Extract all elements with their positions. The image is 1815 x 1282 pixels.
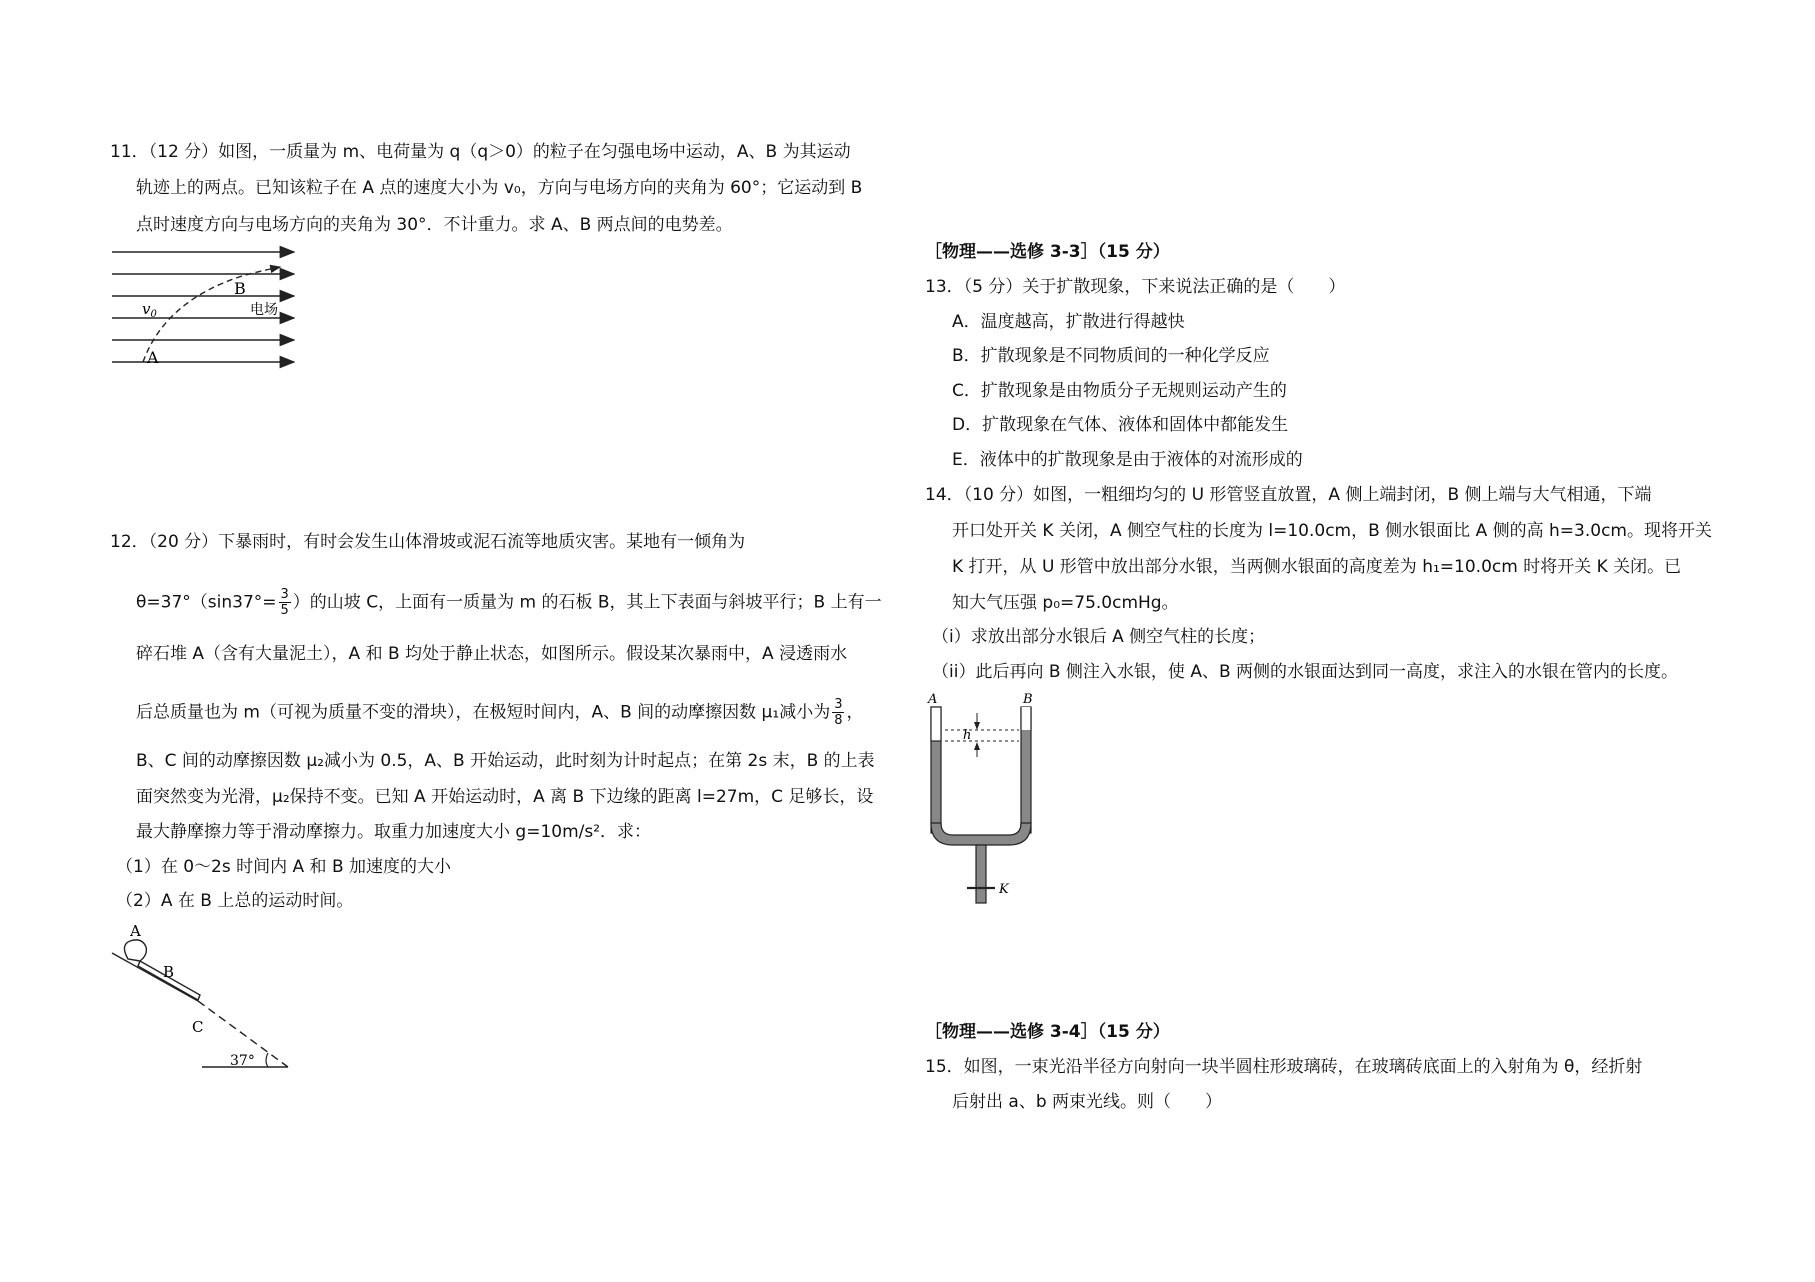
tube-bottom-bend bbox=[931, 823, 1031, 845]
q11-line-1: 11．（12 分）如图，一质量为 m、电荷量为 q（q＞0）的粒子在匀强电场中运动，A、B 为其运动 bbox=[110, 142, 851, 162]
q12-line-5: B、C 间的动摩擦因数 μ₂减小为 0.5，A、B 开始运动，此时刻为计时起点；在第 2s 末，B 的上表 bbox=[136, 751, 875, 771]
q15-line-1: 15．如图，一束光沿半径方向射向一块半圆柱形玻璃砖，在玻璃砖底面上的入射角为 θ，经折射 bbox=[925, 1057, 1643, 1077]
tube-a-air-column bbox=[931, 707, 941, 741]
fraction-3-8: $\frac{3}{8}$ bbox=[834, 697, 843, 728]
label-a: A bbox=[130, 922, 141, 940]
q12-line-7: 最大静摩擦力等于滑动摩擦力。取重力加速度大小 g=10m/s²．求： bbox=[136, 822, 652, 842]
q12-line-2 bbox=[136, 587, 882, 618]
q14-u-tube-figure bbox=[925, 693, 1035, 903]
q11-line-3: 点时速度方向与电场方向的夹角为 30°．不计重力。求 A、B 两点间的电势差。 bbox=[136, 215, 733, 235]
q13-stem: 13．（5 分）关于扩散现象，下来说法正确的是（ ） bbox=[925, 277, 1346, 297]
label-c: C bbox=[192, 1018, 204, 1036]
tube-b-open bbox=[1021, 707, 1031, 730]
q12-sub-1: （1）在 0～2s 时间内 A 和 B 加速度的大小 bbox=[116, 857, 452, 877]
q14-line-4: 知大气压强 p₀=75.0cmHg。 bbox=[952, 593, 1179, 613]
q14-line-2: 开口处开关 K 关闭，A 侧空气柱的长度为 l=10.0cm，B 侧水银面比 A 侧的高 h=3.0cm。现将开关 bbox=[952, 521, 1712, 541]
q14-sub-1: （i）求放出部分水银后 A 侧空气柱的长度； bbox=[932, 627, 1266, 647]
v0-label: $v_0$ bbox=[142, 300, 157, 320]
q13-option-d: D．扩散现象在气体、液体和固体中都能发生 bbox=[952, 415, 1289, 435]
rock-pile-a bbox=[124, 940, 146, 961]
q12-sub-2: （2）A 在 B 上总的运动时间。 bbox=[116, 891, 354, 911]
valve-label-k: K bbox=[999, 882, 1009, 897]
q13-option-c: C．扩散现象是由物质分子无规则运动产生的 bbox=[952, 381, 1287, 401]
q12-line-4 bbox=[136, 697, 863, 728]
q15-line-2: 后射出 a、b 两束光线。则（ ） bbox=[952, 1092, 1223, 1112]
q12-line-2b: ）的山坡 C，上面有一质量为 m 的石板 B，其上下表面与斜坡平行；B 上有一 bbox=[292, 592, 882, 613]
q13-option-e: E．液体中的扩散现象是由于液体的对流形成的 bbox=[952, 450, 1303, 470]
angle-arc bbox=[266, 1053, 268, 1067]
slope-surface bbox=[112, 953, 198, 1001]
q11-line-2: 轨迹上的两点。已知该粒子在 A 点的速度大小为 v₀，方向与电场方向的夹角为 60°；它运动到 B bbox=[136, 178, 863, 198]
tube-label-b: B bbox=[1023, 692, 1033, 707]
q14-sub-2: （ii）此后再向 B 侧注入水银，使 A、B 两侧的水银面达到同一高度，求注入的水银在管内的长度。 bbox=[932, 662, 1679, 682]
field-label: 电场 bbox=[250, 302, 278, 318]
q12-line-3: 碎石堆 A（含有大量泥土），A 和 B 均处于静止状态，如图所示。假设某次暴雨中，A 浸透雨水 bbox=[136, 644, 848, 664]
q13-option-b: B．扩散现象是不同物质间的一种化学反应 bbox=[952, 346, 1270, 366]
tube-outlet bbox=[976, 845, 986, 903]
point-b-label: B bbox=[234, 279, 246, 298]
tube-label-a: A bbox=[928, 692, 938, 707]
q11-electric-field-figure bbox=[110, 246, 300, 371]
q12-line-2a: θ=37°（sin37°= bbox=[136, 592, 277, 613]
q12-line-1: 12．（20 分）下暴雨时，有时会发生山体滑坡或泥石流等地质灾害。某地有一倾角为 bbox=[110, 532, 746, 552]
angle-label: 37° bbox=[230, 1053, 255, 1069]
q12-line-4a: 后总质量也为 m（可视为质量不变的滑块），在极短时间内，A、B 间的动摩擦因数 μ₁减小为 bbox=[136, 702, 831, 723]
q14-line-3: K 打开，从 U 形管中放出部分水银，当两侧水银面的高度差为 h₁=10.0cm 时将开关 K 关闭。已 bbox=[952, 557, 1682, 577]
q13-option-a: A．温度越高，扩散进行得越快 bbox=[952, 312, 1185, 332]
q12-line-4b: ， bbox=[846, 702, 864, 723]
section-3-4-heading: ［物理——选修 3-4］（15 分） bbox=[925, 1022, 1170, 1042]
fraction-3-5: $\frac{3}{5}$ bbox=[280, 587, 289, 618]
point-a-label: A bbox=[147, 348, 159, 367]
section-3-3-heading: ［物理——选修 3-3］（15 分） bbox=[925, 242, 1170, 262]
q12-slope-figure bbox=[110, 922, 300, 1075]
label-b: B bbox=[163, 963, 175, 981]
height-label-h: h bbox=[963, 728, 972, 743]
q12-line-6: 面突然变为光滑，μ₂保持不变。已知 A 开始运动时，A 离 B 下边缘的距离 l=27m，C 足够长，设 bbox=[136, 787, 874, 807]
q14-line-1: 14．（10 分）如图，一粗细均匀的 U 形管竖直放置，A 侧上端封闭，B 侧上端与大气相通，下端 bbox=[925, 485, 1652, 505]
